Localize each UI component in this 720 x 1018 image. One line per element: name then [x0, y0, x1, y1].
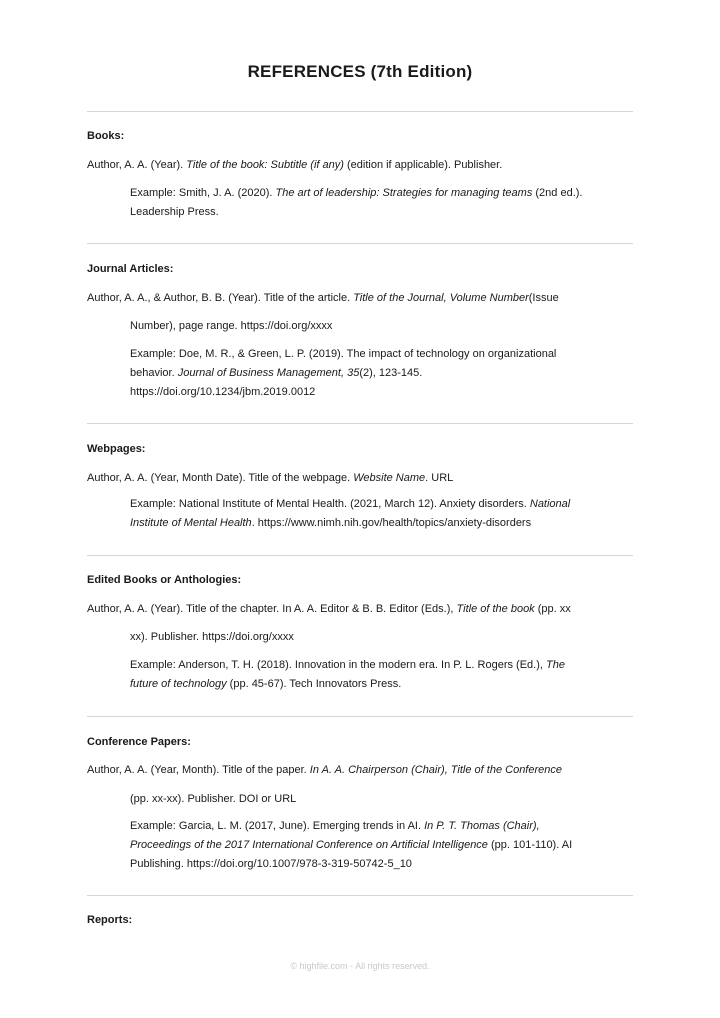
webpages-format: Author, A. A. (Year, Month Date). Title of the webpage. Website Name. URL: [87, 472, 454, 484]
page-title: REFERENCES (7th Edition): [247, 62, 473, 81]
conference-format: Author, A. A. (Year, Month). Title of the paper. In A. A. Chairperson (Chair), Title of the Conference: [87, 764, 562, 776]
conference-example: Example: Garcia, L. M. (2017, June). Emerging trends in AI. In P. T. Thomas (Chair), Proceedings of the 2017 International Conference on Artificial Intelligence (pp. 101-110). AI Publishing. https://doi.org/10.1007/978-3-319-50742-5_10: [130, 820, 573, 870]
webpages-example: Example: National Institute of Mental Health. (2021, March 12). Anxiety disorders. National Institute of Mental Health. https://www.nimh.nih.gov/health/topics/anxiety-disorders: [130, 498, 571, 529]
journal-format-continued: Number), page range. https://doi.org/xxxx: [130, 320, 333, 332]
books-example: Example: Smith, J. A. (2020). The art of leadership: Strategies for managing teams (2nd ed.). Leadership Press.: [130, 187, 583, 218]
journal-example: Example: Doe, M. R., & Green, L. P. (2019). The impact of technology on organizational behavior. Journal of Business Management, 35(2), 123-145. https://doi.org/10.1234/jbm.2019.0012: [130, 348, 557, 398]
section-divider: [87, 895, 633, 896]
section-heading-journal-articles: Journal Articles:: [87, 263, 174, 275]
section-divider: [87, 716, 633, 717]
copyright-footer: © highfile.com - All rights reserved.: [290, 961, 430, 971]
section-heading-books: Books:: [87, 130, 125, 142]
conference-format-continued: (pp. xx-xx). Publisher. DOI or URL: [130, 793, 297, 805]
journal-format: Author, A. A., & Author, B. B. (Year). Title of the article. Title of the Journal, Volume Number(Issue: [87, 292, 559, 304]
section-heading-edited-books: Edited Books or Anthologies:: [87, 574, 242, 586]
section-divider: [87, 555, 633, 556]
books-format: Author, A. A. (Year). Title of the book: Subtitle (if any) (edition if applicable). Publisher.: [87, 159, 503, 171]
section-divider: [87, 423, 633, 424]
edited-format-continued: xx). Publisher. https://doi.org/xxxx: [130, 631, 294, 643]
section-heading-reports: Reports:: [87, 914, 133, 926]
section-heading-conference-papers: Conference Papers:: [87, 736, 191, 748]
section-divider: [87, 111, 633, 112]
edited-example: Example: Anderson, T. H. (2018). Innovation in the modern era. In P. L. Rogers (Ed.), The future of technology (pp. 45-67). Tech Innovators Press.: [130, 659, 565, 690]
section-heading-webpages: Webpages:: [87, 443, 146, 455]
edited-format: Author, A. A. (Year). Title of the chapter. In A. A. Editor & B. B. Editor (Eds.), Title of the book (pp. xx: [87, 603, 571, 615]
section-divider: [87, 243, 633, 244]
